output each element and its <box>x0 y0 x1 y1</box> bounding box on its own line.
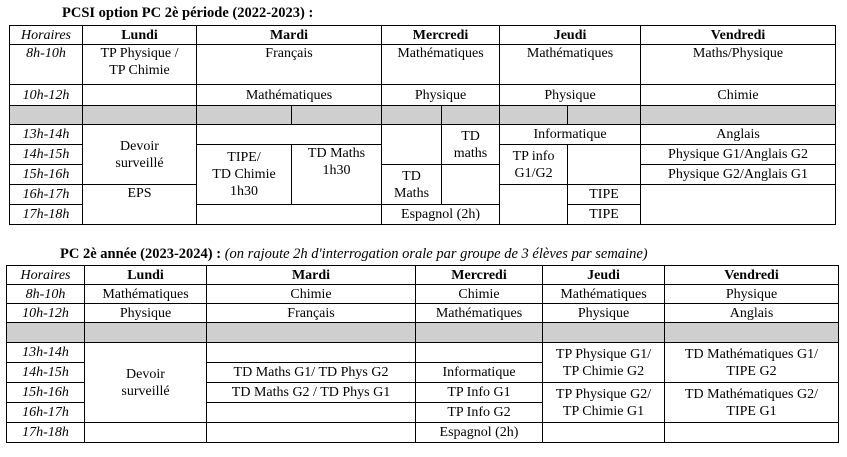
cell-mercredi-espagnol: Espagnol (2h) <box>416 423 543 443</box>
cell-vendredi-anglais: Anglais <box>665 304 839 323</box>
cell-jeudi-tp-2: TP Physique G2/ TP Chimie G1 <box>543 383 665 423</box>
header-mardi: Mardi <box>207 266 416 285</box>
cell-jeudi-tipe: TIPE <box>568 185 641 205</box>
cell-empty <box>382 125 442 165</box>
table-row <box>10 45 836 85</box>
cell-vendredi-chimie: Chimie <box>641 85 836 106</box>
slot-label: 17h-18h <box>10 205 83 225</box>
cell-vendredi-td-2: TD Mathématiques G2/ TIPE G1 <box>665 383 839 423</box>
table-row <box>10 125 836 145</box>
cell-lundi-devoir: Devoir surveillé <box>85 343 207 423</box>
cell-lundi-devoir: Devoir surveillé <box>83 125 197 185</box>
lunch-break-row <box>10 106 836 125</box>
cell-vendredi-mathsphys: Maths/Physique <box>641 45 836 85</box>
cell-lundi-eps: EPS <box>83 185 197 225</box>
cell-empty <box>665 423 839 443</box>
slot-label: 17h-18h <box>7 423 85 443</box>
cell-empty <box>500 185 568 225</box>
cell-jeudi-tp-1: TP Physique G1/ TP Chimie G2 <box>543 343 665 383</box>
cell-empty <box>207 423 416 443</box>
table-row <box>7 285 839 304</box>
cell-jeudi-physique: Physique <box>500 85 641 106</box>
cell-mardi-chimie: Chimie <box>207 285 416 304</box>
cell-mercredi-tp-info-1: TP Info G1 <box>416 383 543 403</box>
table2-title: PC 2è année (2023-2024) : (on rajoute 2h d'interrogation orale par groupe de 3 élèves par semaine) <box>60 246 648 262</box>
header-row <box>7 266 839 285</box>
cell-jeudi-maths: Mathématiques <box>543 285 665 304</box>
header-jeudi: Jeudi <box>500 26 641 45</box>
slot-label: 15h-16h <box>7 383 85 403</box>
header-mercredi: Mercredi <box>416 266 543 285</box>
header-horaires: Horaires <box>7 266 85 285</box>
header-lundi: Lundi <box>83 26 197 45</box>
slot-label: 10h-12h <box>7 304 85 323</box>
cell-lundi-physique: Physique <box>85 304 207 323</box>
cell-empty <box>416 343 543 363</box>
cell-vendredi-anglais: Anglais <box>641 125 836 145</box>
cell-lundi-tp: TP Physique / TP Chimie <box>83 45 197 85</box>
header-lundi: Lundi <box>85 266 207 285</box>
cell-mercredi-physique: Physique <box>382 85 500 106</box>
table-row <box>7 304 839 323</box>
cell-lundi-maths: Mathématiques <box>85 285 207 304</box>
lunch-break-row <box>7 323 839 343</box>
cell-empty <box>207 343 416 363</box>
timetable-pcsi <box>9 25 836 225</box>
cell-vendredi-physique-g2: Physique G2/Anglais G1 <box>641 165 836 185</box>
cell-mercredi-espagnol: Espagnol (2h) <box>382 205 500 225</box>
table-row <box>7 423 839 443</box>
cell-empty <box>442 165 500 205</box>
cell-empty <box>197 205 382 225</box>
cell-empty <box>207 403 416 423</box>
header-row <box>10 26 836 45</box>
slot-label: 14h-15h <box>7 363 85 383</box>
cell-mardi-francais: Français <box>197 45 382 85</box>
cell-mercredi-maths: Mathématiques <box>382 45 500 85</box>
timetable-pc2 <box>6 265 839 443</box>
slot-label: 15h-16h <box>10 165 83 185</box>
cell-mercredi-chimie: Chimie <box>416 285 543 304</box>
slot-label: 10h-12h <box>10 85 83 106</box>
cell-jeudi-maths: Mathématiques <box>500 45 641 85</box>
slot-label: 8h-10h <box>7 285 85 304</box>
cell-mardi-td-2: TD Maths G2 / TD Phys G1 <box>207 383 416 403</box>
cell-mercredi-td-maths-r: TD maths <box>442 125 500 165</box>
table1-title: PCSI option PC 2è période (2022-2023) : <box>62 5 314 21</box>
table-row <box>7 343 839 363</box>
cell-mercredi-info: Informatique <box>416 363 543 383</box>
table2-note: (on rajoute 2h d'interrogation orale par groupe de 3 élèves par semaine) <box>224 246 648 262</box>
slot-label: 8h-10h <box>10 45 83 85</box>
slot-label: 13h-14h <box>7 343 85 363</box>
slot-label: 16h-17h <box>7 403 85 423</box>
cell-empty <box>568 145 641 185</box>
table-row <box>10 85 836 106</box>
cell-mardi-maths: Mathématiques <box>197 85 382 106</box>
cell-mardi-td-maths: TD Maths 1h30 <box>292 145 382 205</box>
cell-mardi-td-1: TD Maths G1/ TD Phys G2 <box>207 363 416 383</box>
cell-mercredi-maths: Mathématiques <box>416 304 543 323</box>
cell-jeudi-informatique: Informatique <box>500 125 641 145</box>
cell-jeudi-tp-info: TP info G1/G2 <box>500 145 568 185</box>
slot-label: 16h-17h <box>10 185 83 205</box>
cell-mercredi-tp-info-2: TP Info G2 <box>416 403 543 423</box>
cell-jeudi-tipe-2: TIPE <box>568 205 641 225</box>
cell-empty <box>641 185 836 225</box>
header-mercredi: Mercredi <box>382 26 500 45</box>
header-horaires: Horaires <box>10 26 83 45</box>
cell-vendredi-physique-g1: Physique G1/Anglais G2 <box>641 145 836 165</box>
cell-mardi-francais: Français <box>207 304 416 323</box>
header-mardi: Mardi <box>197 26 382 45</box>
cell-vendredi-td-1: TD Mathématiques G1/ TIPE G2 <box>665 343 839 383</box>
cell-vendredi-physique: Physique <box>665 285 839 304</box>
header-vendredi: Vendredi <box>641 26 836 45</box>
cell-mercredi-td-maths-l: TD Maths <box>382 165 442 205</box>
cell-empty <box>543 423 665 443</box>
slot-label: 13h-14h <box>10 125 83 145</box>
cell-empty <box>197 125 382 145</box>
header-jeudi: Jeudi <box>543 266 665 285</box>
cell-jeudi-physique: Physique <box>543 304 665 323</box>
header-vendredi: Vendredi <box>665 266 839 285</box>
slot-label: 14h-15h <box>10 145 83 165</box>
cell-empty <box>83 85 197 106</box>
cell-mardi-tipe: TIPE/ TD Chimie 1h30 <box>197 145 292 205</box>
cell-empty <box>85 423 207 443</box>
